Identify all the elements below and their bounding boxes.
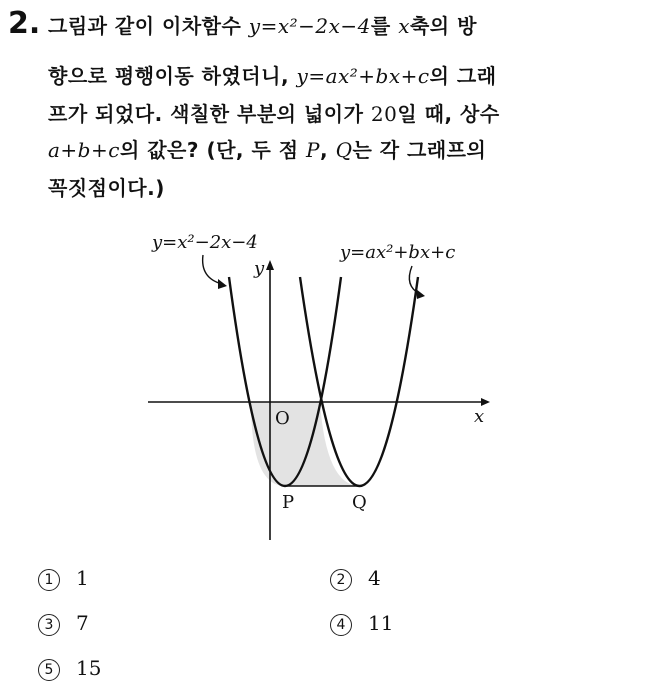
left-label-arrow [203, 255, 222, 284]
text: 축의 방 [409, 14, 477, 38]
text: 프가 되었다. 색칠한 부분의 넓이가 [48, 102, 371, 126]
choice-1[interactable] [38, 566, 89, 591]
text: 의 값은? (단, 두 점 [119, 138, 307, 162]
choice-value: 11 [368, 611, 394, 635]
label-left-curve: y=x²−2x−4 [152, 232, 258, 253]
point-q-ref: Q [335, 138, 353, 162]
expression-sum: a+b+c [48, 138, 120, 162]
point-p-ref: P [306, 138, 320, 162]
text: , [320, 138, 336, 162]
choice-marker: 5 [38, 659, 60, 681]
axis-x-label: x [474, 406, 485, 427]
text: 향으로 평행이동 하였더니, [48, 64, 297, 88]
label-right-curve: y=ax²+bx+c [340, 242, 456, 263]
equation-original: y=x²−2x−4 [248, 14, 371, 38]
x-axis-arrow [481, 398, 490, 406]
shaded-region [251, 402, 360, 486]
text: 일 때, 상수 [397, 102, 500, 126]
choice-value: 1 [76, 566, 89, 590]
choice-4[interactable] [330, 611, 393, 636]
choice-marker: 1 [38, 569, 60, 591]
text: 를 [370, 14, 399, 38]
y-axis-arrow [266, 260, 274, 270]
choice-2[interactable] [330, 566, 381, 591]
left-label-arrowhead [218, 279, 227, 289]
choice-marker: 3 [38, 614, 60, 636]
area-value: 20 [370, 102, 398, 126]
choice-value: 15 [76, 656, 102, 680]
choice-marker: 2 [330, 569, 352, 591]
question-number: 2. [8, 6, 41, 41]
point-q-label: Q [352, 492, 367, 513]
question-line-5: 꼭짓점이다.) [48, 176, 165, 200]
point-p-label: P [282, 492, 295, 513]
equation-translated: y=ax²+bx+c [296, 64, 430, 88]
choice-value: 4 [368, 566, 381, 590]
right-label-arrowhead [416, 289, 425, 299]
choice-value: 7 [76, 611, 89, 635]
axis-y-label: y [254, 258, 265, 279]
choice-3[interactable] [38, 611, 89, 636]
variable-x: x [398, 14, 410, 38]
text: 의 그래 [429, 64, 497, 88]
choice-marker: 4 [330, 614, 352, 636]
text: 그림과 같이 이차함수 [48, 14, 249, 38]
text: 는 각 그래프의 [352, 138, 487, 162]
choice-5[interactable] [38, 656, 101, 681]
origin-label: O [275, 408, 290, 429]
